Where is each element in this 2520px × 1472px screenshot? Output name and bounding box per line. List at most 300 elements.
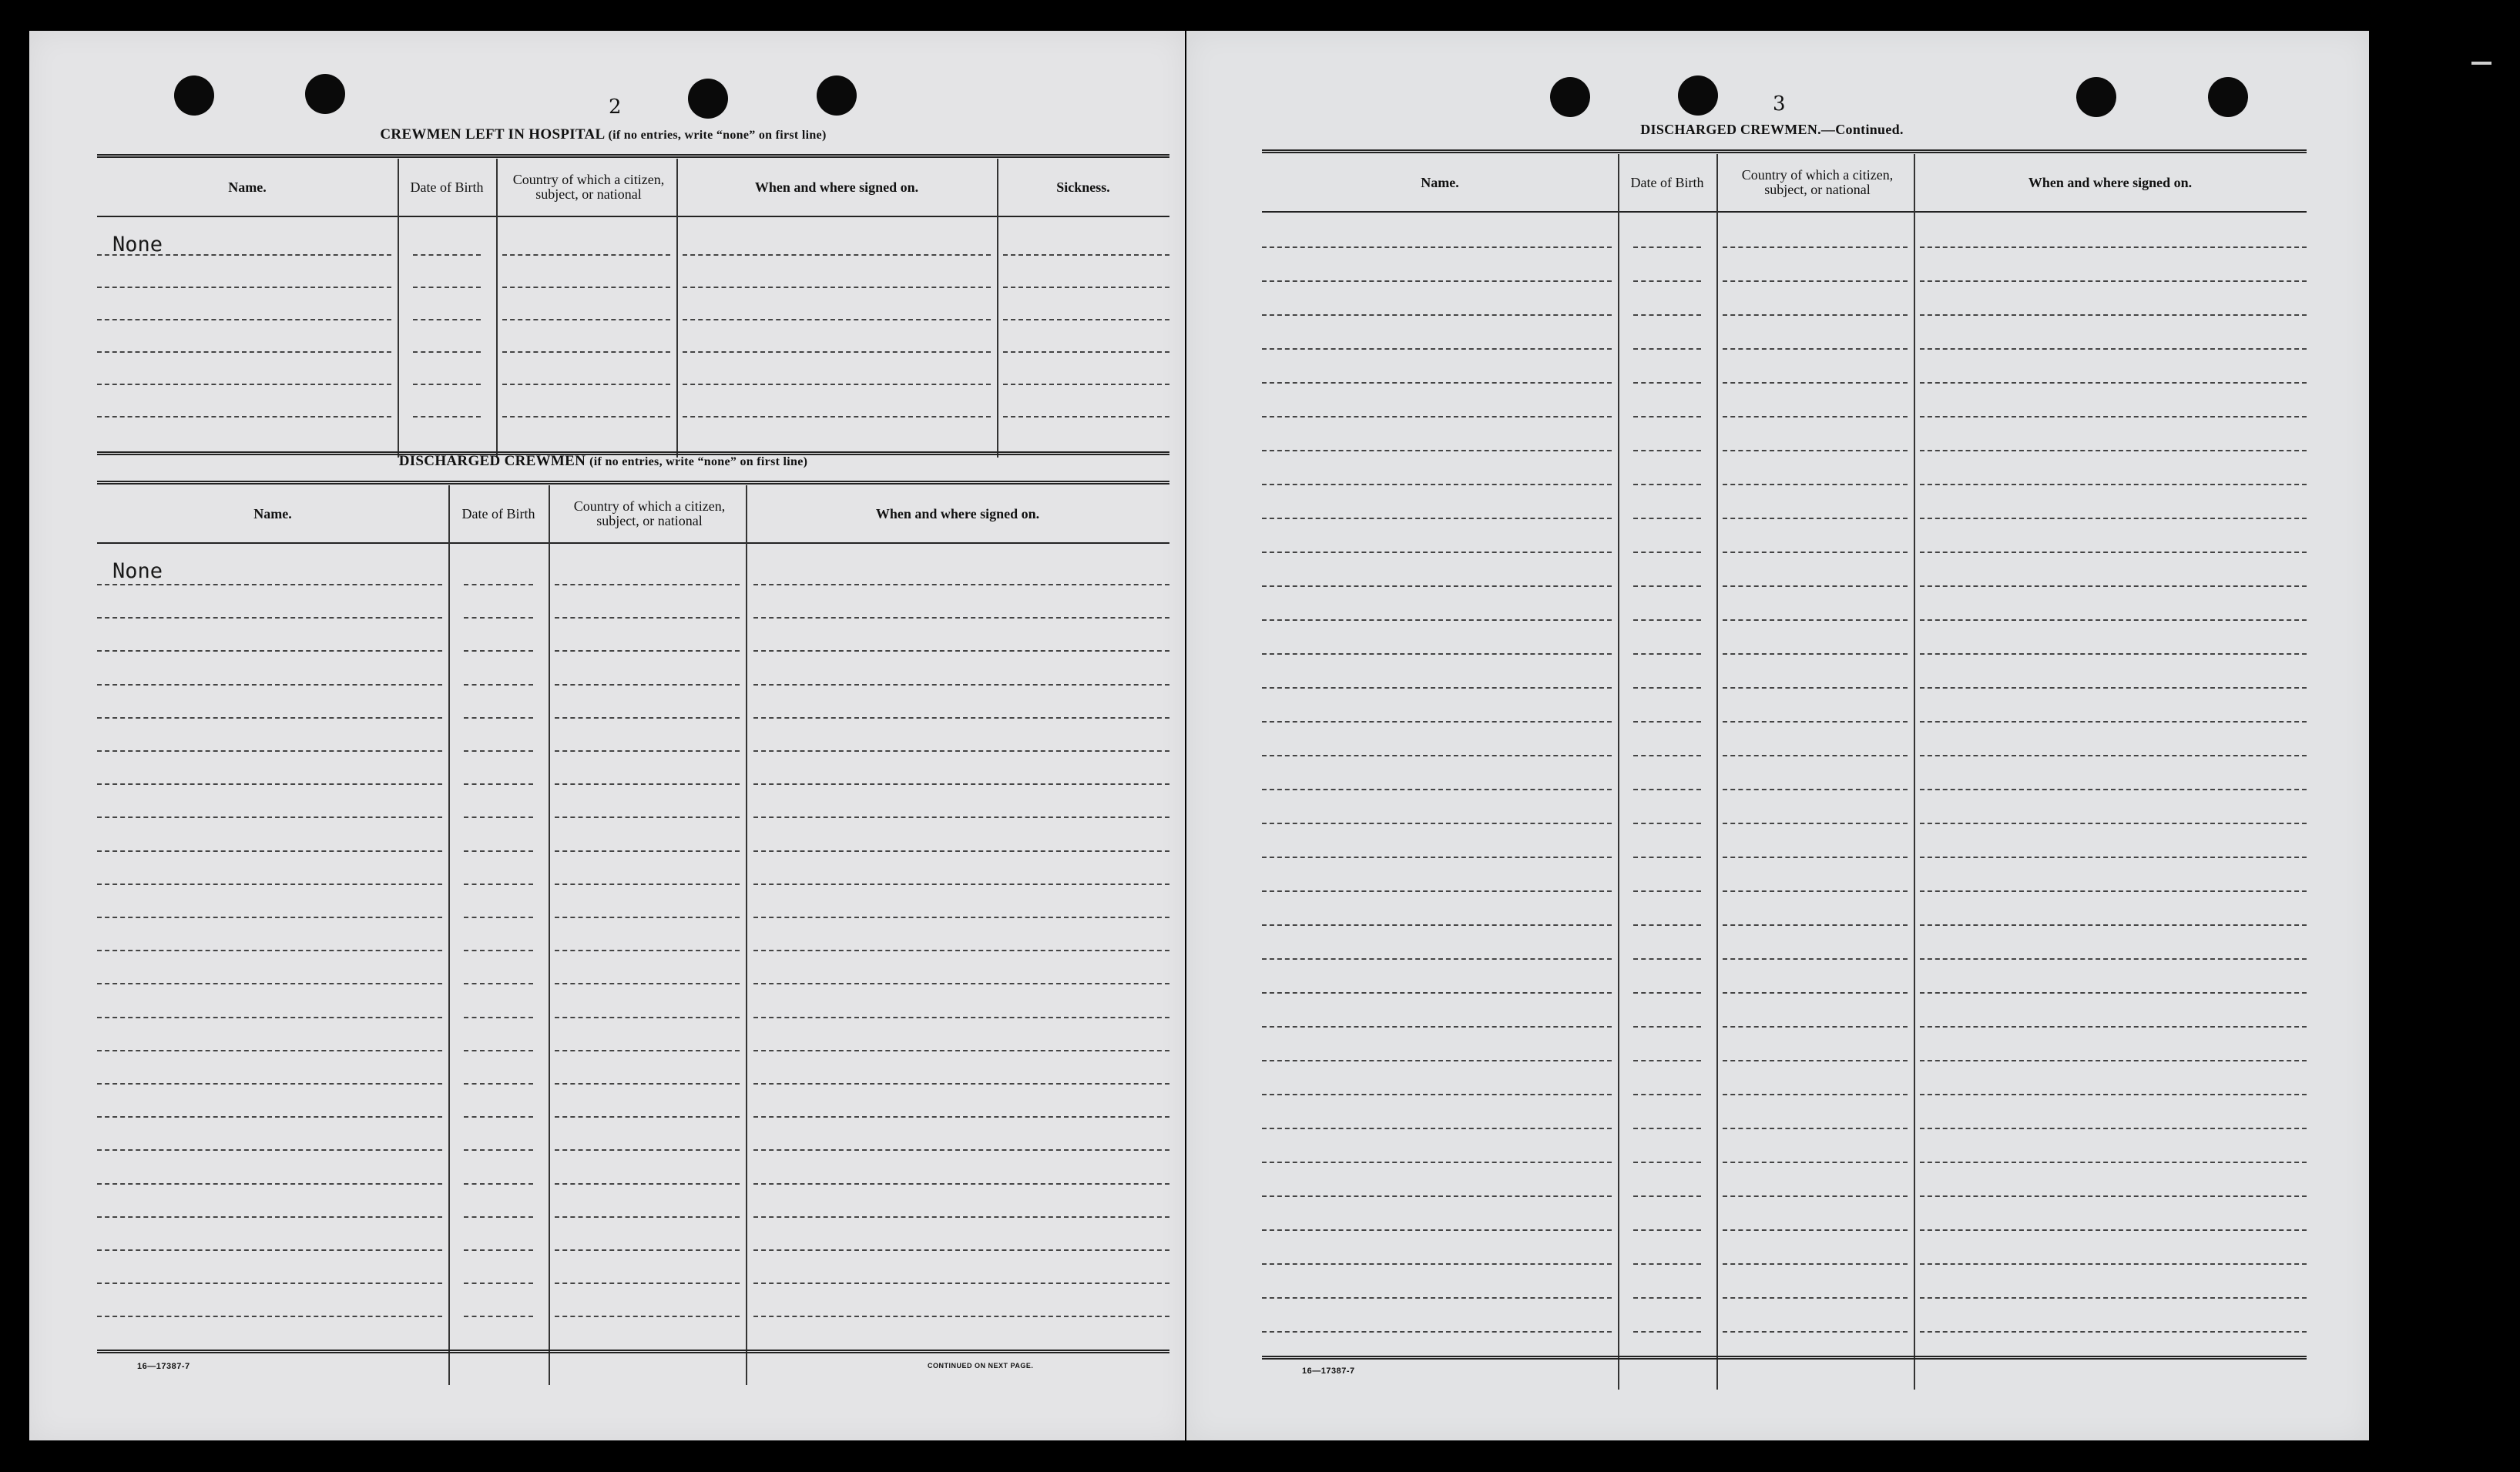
ruled-line (555, 650, 740, 652)
ruled-line (1262, 246, 1612, 248)
ruled-line (97, 750, 442, 752)
continued-note: CONTINUED ON NEXT PAGE. (928, 1362, 1034, 1370)
ruled-line (97, 1316, 442, 1317)
col-divider (448, 485, 450, 1385)
ruled-line (1633, 1229, 1701, 1231)
ruled-line (1723, 1331, 1908, 1333)
ruled-line (753, 1050, 1169, 1051)
ruled-line (464, 1116, 533, 1118)
ruled-line (1920, 1162, 2307, 1163)
ruled-line (97, 416, 391, 417)
col-header-country: Country of which a citizen, subject, or national (1741, 167, 1894, 197)
ruled-line (1633, 823, 1701, 824)
ruled-line (97, 950, 442, 951)
ruled-line (1633, 1297, 1701, 1299)
ruled-line (1920, 1128, 2307, 1129)
ruled-line (97, 884, 442, 885)
col-header-sickness: Sickness. (1056, 179, 1110, 195)
ruled-line (97, 1249, 442, 1251)
ruled-line (1723, 450, 1908, 451)
ruled-line (1262, 755, 1612, 756)
ruled-line (753, 1283, 1169, 1284)
right-top-rule (1262, 149, 2307, 153)
ruled-line (1633, 484, 1701, 485)
hospital-title-note: (if no entries, write “none” on first line) (608, 129, 827, 142)
ruled-line (753, 1083, 1169, 1085)
ruled-line (1723, 992, 1908, 994)
ruled-line (1723, 280, 1908, 282)
ruled-line (1633, 450, 1701, 451)
ruled-line (1920, 958, 2307, 960)
ruled-line (1262, 823, 1612, 824)
col-header-date-of-birth: Date of Birth (1630, 174, 1704, 190)
ruled-line (1003, 384, 1169, 385)
ruled-line (555, 983, 740, 984)
ruled-line (97, 1283, 442, 1284)
ruled-line (683, 384, 991, 385)
ruled-line (1633, 958, 1701, 960)
ruled-line (464, 1149, 533, 1151)
ruled-line (555, 950, 740, 951)
col-divider (549, 485, 550, 1385)
ruled-line (97, 1116, 442, 1118)
ruled-line (555, 1050, 740, 1051)
ruled-line (1920, 348, 2307, 350)
ruled-line (1262, 653, 1612, 655)
ruled-line (555, 1216, 740, 1218)
ruled-line (1920, 1026, 2307, 1028)
ruled-line (1723, 1094, 1908, 1095)
ruled-line (1920, 450, 2307, 451)
ruled-line (555, 917, 740, 918)
ruled-line (1723, 1060, 1908, 1061)
ruled-line (1262, 721, 1612, 723)
punch-hole (817, 75, 857, 116)
ruled-line (1723, 484, 1908, 485)
ruled-line (683, 287, 991, 288)
left-page (29, 31, 1185, 1440)
ruled-line (555, 783, 740, 785)
ruled-line (555, 1149, 740, 1151)
ruled-line (1262, 619, 1612, 621)
punch-hole (174, 75, 214, 116)
ruled-line (1723, 1263, 1908, 1265)
ruled-line (1723, 721, 1908, 723)
ruled-line (555, 850, 740, 852)
ruled-line (1262, 1229, 1612, 1231)
col-header-signed-on: When and where signed on. (875, 505, 1040, 521)
ruled-line (1920, 552, 2307, 553)
ruled-line (1633, 518, 1701, 519)
ruled-line (1003, 287, 1169, 288)
ruled-line (464, 617, 533, 619)
ruled-line (753, 1116, 1169, 1118)
ruled-line (464, 1249, 533, 1251)
ruled-line (1920, 619, 2307, 621)
ruled-line (502, 384, 670, 385)
ruled-line (1723, 1026, 1908, 1028)
ruled-line (1723, 348, 1908, 350)
ruled-line (464, 750, 533, 752)
ruled-line (753, 850, 1169, 852)
ruled-line (502, 254, 670, 256)
hospital-header-rule (97, 216, 1169, 217)
col-header-country: Country of which a citizen, subject, or national (573, 498, 726, 528)
discharged-entry: None (112, 559, 163, 583)
ruled-line (1920, 823, 2307, 824)
ruled-line (555, 1283, 740, 1284)
ruled-line (464, 816, 533, 818)
ruled-line (1723, 687, 1908, 689)
ruled-line (1723, 314, 1908, 316)
ruled-line (97, 1050, 442, 1051)
ruled-line (1633, 416, 1701, 417)
ruled-line (97, 783, 442, 785)
ruled-line (753, 1183, 1169, 1185)
right-page (1186, 31, 2369, 1440)
ruled-line (1262, 890, 1612, 892)
ruled-line (464, 983, 533, 984)
ruled-line (1723, 382, 1908, 384)
ruled-line (1633, 1263, 1701, 1265)
ruled-line (97, 351, 391, 353)
ruled-line (97, 1216, 442, 1218)
punch-hole (1550, 77, 1590, 117)
ruled-line (1262, 789, 1612, 790)
ruled-line (97, 617, 442, 619)
ruled-line (1262, 1331, 1612, 1333)
punch-hole (688, 79, 728, 119)
ruled-line (1723, 755, 1908, 756)
hospital-title-text: CREWMEN LEFT IN HOSPITAL (380, 126, 605, 143)
ruled-line (1920, 1195, 2307, 1197)
ruled-line (1723, 518, 1908, 519)
punch-hole (2076, 77, 2116, 117)
hospital-top-rule (97, 154, 1169, 158)
ruled-line (555, 1316, 740, 1317)
ruled-line (555, 717, 740, 719)
ruled-line (502, 351, 670, 353)
ruled-line (753, 884, 1169, 885)
ruled-line (502, 287, 670, 288)
col-header-name: Name. (253, 505, 292, 521)
col-divider (496, 159, 498, 458)
ruled-line (1003, 254, 1169, 256)
ruled-line (1633, 1162, 1701, 1163)
ruled-line (683, 416, 991, 417)
hospital-entry: None (112, 233, 163, 257)
col-header-date-of-birth: Date of Birth (410, 179, 484, 195)
col-header-name: Name. (228, 179, 267, 195)
col-divider (746, 485, 747, 1385)
ruled-line (555, 1116, 740, 1118)
ruled-line (1920, 314, 2307, 316)
ruled-line (1920, 789, 2307, 790)
ruled-line (1920, 755, 2307, 756)
ruled-line (1920, 857, 2307, 858)
col-header-signed-on: When and where signed on. (754, 179, 919, 195)
ruled-line (1633, 1094, 1701, 1095)
ruled-line (1633, 1128, 1701, 1129)
ruled-line (753, 816, 1169, 818)
ruled-line (753, 950, 1169, 951)
ruled-line (1262, 382, 1612, 384)
ruled-line (753, 783, 1169, 785)
ruled-line (555, 617, 740, 619)
ruled-line (683, 254, 991, 256)
ruled-line (464, 783, 533, 785)
ruled-line (1633, 687, 1701, 689)
ruled-line (464, 884, 533, 885)
ruled-line (1262, 348, 1612, 350)
ruled-line (464, 684, 533, 686)
ruled-line (1262, 1263, 1612, 1265)
ruled-line (464, 1283, 533, 1284)
ruled-line (1633, 721, 1701, 723)
ruled-line (1920, 280, 2307, 282)
ruled-line (1262, 1060, 1612, 1061)
ruled-line (413, 416, 481, 417)
ruled-line (464, 1316, 533, 1317)
ruled-line (464, 950, 533, 951)
hospital-section-title (91, 126, 1116, 143)
col-header-name: Name. (1421, 174, 1459, 190)
ruled-line (97, 684, 442, 686)
ruled-line (1633, 585, 1701, 587)
ruled-line (1920, 1229, 2307, 1231)
ruled-line (1262, 552, 1612, 553)
ruled-line (1633, 755, 1701, 756)
ruled-line (502, 416, 670, 417)
ruled-line (555, 1249, 740, 1251)
ruled-line (753, 750, 1169, 752)
ruled-line (1723, 958, 1908, 960)
ruled-line (464, 1017, 533, 1018)
ruled-line (1262, 924, 1612, 926)
ruled-line (1262, 1297, 1612, 1299)
col-divider (1618, 154, 1619, 1390)
ruled-line (97, 850, 442, 852)
ruled-line (464, 584, 533, 585)
ruled-line (753, 1216, 1169, 1218)
ruled-line (1262, 518, 1612, 519)
ruled-line (555, 750, 740, 752)
ruled-line (1723, 585, 1908, 587)
ruled-line (1920, 1060, 2307, 1061)
ruled-line (1262, 1195, 1612, 1197)
ruled-line (1633, 246, 1701, 248)
col-divider (1716, 154, 1718, 1390)
ruled-line (1003, 416, 1169, 417)
ruled-line (1633, 890, 1701, 892)
ruled-line (1920, 518, 2307, 519)
ruled-line (464, 1083, 533, 1085)
ruled-line (1723, 857, 1908, 858)
ruled-line (1920, 382, 2307, 384)
ruled-line (464, 1050, 533, 1051)
ruled-line (1633, 348, 1701, 350)
ruled-line (1723, 789, 1908, 790)
ruled-line (753, 684, 1169, 686)
ruled-line (1003, 319, 1169, 320)
discharged-top-rule (97, 481, 1169, 485)
ruled-line (1633, 619, 1701, 621)
ruled-line (464, 850, 533, 852)
ruled-line (97, 319, 391, 320)
ruled-line (1723, 653, 1908, 655)
ruled-line (1633, 552, 1701, 553)
ruled-line (1920, 653, 2307, 655)
ruled-line (97, 983, 442, 984)
ruled-line (1262, 1162, 1612, 1163)
ruled-line (753, 650, 1169, 652)
ruled-line (1723, 1195, 1908, 1197)
ruled-line (1723, 1162, 1908, 1163)
ruled-line (1920, 1297, 2307, 1299)
ruled-line (97, 1017, 442, 1018)
ruled-line (1920, 687, 2307, 689)
ruled-line (1723, 552, 1908, 553)
ruled-line (97, 650, 442, 652)
ruled-line (1723, 823, 1908, 824)
ruled-line (1723, 246, 1908, 248)
ruled-line (1633, 789, 1701, 790)
ruled-line (1920, 1331, 2307, 1333)
ruled-line (753, 717, 1169, 719)
discharged-title-note: (if no entries, write “none” on first line) (589, 455, 808, 468)
edge-mark (2471, 62, 2491, 65)
ruled-line (97, 584, 442, 585)
discharged-title-text: DISCHARGED CREWMEN (398, 453, 586, 469)
ruled-line (1633, 992, 1701, 994)
punch-hole (2208, 77, 2248, 117)
ruled-line (753, 1249, 1169, 1251)
ruled-line (97, 917, 442, 918)
ruled-line (1262, 687, 1612, 689)
ruled-line (97, 384, 391, 385)
ruled-line (1633, 382, 1701, 384)
ruled-line (1920, 992, 2307, 994)
ruled-line (1262, 450, 1612, 451)
right-header-rule (1262, 211, 2307, 213)
ruled-line (1920, 484, 2307, 485)
ruled-line (1633, 857, 1701, 858)
ruled-line (1920, 416, 2307, 417)
ruled-line (97, 816, 442, 818)
ruled-line (97, 1183, 442, 1185)
ruled-line (413, 351, 481, 353)
ruled-line (1723, 924, 1908, 926)
ruled-line (1633, 1195, 1701, 1197)
page-number: 3 (1773, 92, 1786, 116)
discharged-section-title (91, 453, 1116, 470)
ruled-line (555, 1017, 740, 1018)
col-divider (1914, 154, 1915, 1390)
ruled-line (753, 1017, 1169, 1018)
col-header-signed-on: When and where signed on. (2028, 174, 2193, 190)
ruled-line (413, 319, 481, 320)
ruled-line (97, 287, 391, 288)
ruled-line (753, 1316, 1169, 1317)
ruled-line (1003, 351, 1169, 353)
ruled-line (1262, 416, 1612, 417)
right-bottom-rule (1262, 1356, 2307, 1360)
ruled-line (753, 983, 1169, 984)
ruled-line (1920, 1094, 2307, 1095)
form-number: 16—17387-7 (1302, 1366, 1355, 1376)
ruled-line (1262, 958, 1612, 960)
discharged-bottom-rule (97, 1350, 1169, 1353)
ruled-line (413, 384, 481, 385)
ruled-line (413, 254, 481, 256)
ruled-line (555, 684, 740, 686)
ruled-line (1920, 585, 2307, 587)
ruled-line (753, 617, 1169, 619)
ruled-line (683, 319, 991, 320)
ruled-line (97, 1083, 442, 1085)
col-header-country: Country of which a citizen, subject, or national (512, 172, 665, 202)
ruled-line (1723, 619, 1908, 621)
ruled-line (1633, 1060, 1701, 1061)
ruled-line (1262, 1128, 1612, 1129)
punch-hole (305, 74, 345, 114)
ruled-line (1633, 924, 1701, 926)
ruled-line (502, 319, 670, 320)
ruled-line (1633, 280, 1701, 282)
col-header-date-of-birth: Date of Birth (461, 505, 535, 521)
right-section-title: DISCHARGED CREWMEN.—Continued. (1640, 122, 1904, 137)
ruled-line (464, 1216, 533, 1218)
ruled-line (1262, 1026, 1612, 1028)
punch-hole (1678, 75, 1718, 116)
ruled-line (753, 584, 1169, 585)
ruled-line (97, 717, 442, 719)
ruled-line (1262, 585, 1612, 587)
ruled-line (1920, 721, 2307, 723)
ruled-line (555, 816, 740, 818)
ruled-line (1262, 992, 1612, 994)
ruled-line (753, 917, 1169, 918)
ruled-line (555, 884, 740, 885)
ruled-line (1723, 1297, 1908, 1299)
ruled-line (1633, 1331, 1701, 1333)
ruled-line (1262, 1094, 1612, 1095)
ruled-line (1723, 1229, 1908, 1231)
ruled-line (555, 1183, 740, 1185)
discharged-header-rule (97, 542, 1169, 544)
ruled-line (1920, 924, 2307, 926)
ruled-line (1920, 890, 2307, 892)
ruled-line (1920, 1263, 2307, 1265)
ruled-line (1262, 314, 1612, 316)
ruled-line (97, 254, 391, 256)
ruled-line (464, 917, 533, 918)
ruled-line (555, 1083, 740, 1085)
ruled-line (1723, 890, 1908, 892)
page-number: 2 (609, 96, 622, 119)
ruled-line (1633, 653, 1701, 655)
ruled-line (555, 584, 740, 585)
form-number: 16—17387-7 (137, 1362, 190, 1371)
ruled-line (753, 1149, 1169, 1151)
ruled-line (464, 1183, 533, 1185)
ruled-line (1262, 857, 1612, 858)
ruled-line (464, 717, 533, 719)
ruled-line (1723, 416, 1908, 417)
ruled-line (1723, 1128, 1908, 1129)
ruled-line (97, 1149, 442, 1151)
ruled-line (1633, 314, 1701, 316)
